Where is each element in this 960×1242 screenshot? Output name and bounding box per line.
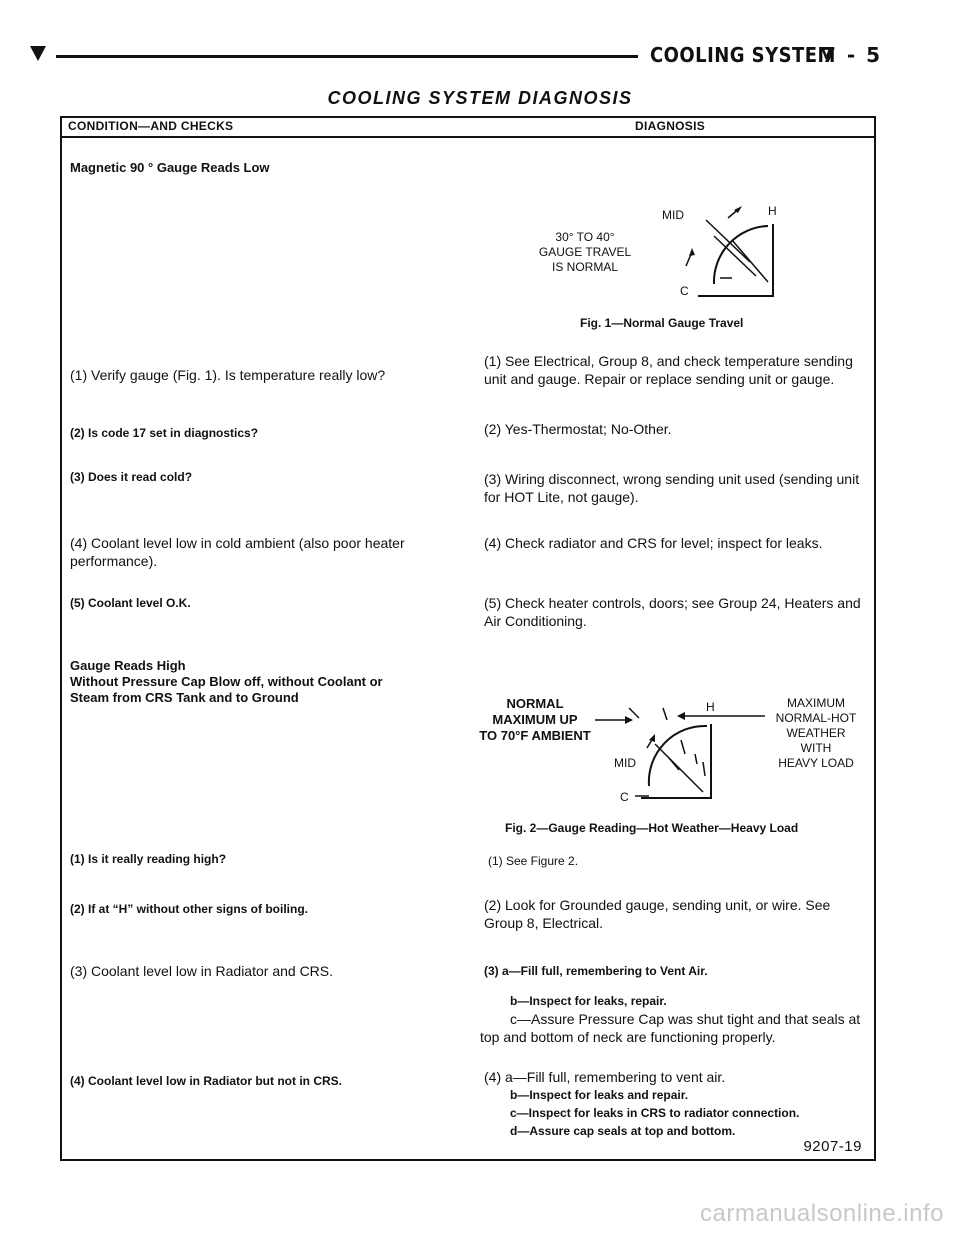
watermark: carmanualsonline.info [700, 1200, 944, 1227]
s2-row3-diagnosis-line: (3) a—Fill full, remembering to Vent Air. [484, 964, 708, 978]
document-title: COOLING SYSTEM DIAGNOSIS [327, 88, 633, 108]
s1-row5-condition: (5) Coolant level O.K. [70, 596, 191, 610]
header-triangle-icon [30, 46, 46, 62]
fig2-label-mid: MID [614, 756, 636, 770]
s1-row1-condition: (1) Verify gauge (Fig. 1). Is temperature really low? [70, 367, 386, 383]
s2-row1-diagnosis: (1) See Figure 2. [488, 854, 579, 868]
s2-row4-condition: (4) Coolant level low in Radiator but not in CRS. [70, 1074, 343, 1088]
s2-row3-diagnosis-line: c—Assure Pressure Cap was shut tight and that seals at [510, 1011, 861, 1027]
s2-row1-condition: (1) Is it really reading high? [70, 852, 227, 866]
s1-row3-diagnosis: (3) Wiring disconnect, wrong sending unit used (sending unit for HOT Lite, not gauge). [484, 471, 860, 505]
fig2-right-label-line: WITH [800, 741, 832, 755]
fig1-label-h: H [768, 204, 777, 218]
fig2-right-label-line: HEAVY LOAD [778, 756, 854, 770]
s1-row2-condition: (2) Is code 17 set in diagnostics? [70, 426, 259, 440]
figure-code: 9207-19 [803, 1138, 862, 1155]
s1-row4-diagnosis: (4) Check radiator and CRS for level; inspect for leaks. [484, 535, 823, 551]
s2-row3-diagnosis [480, 962, 864, 1046]
s1-row5-diagnosis: (5) Check heater controls, doors; see Group 24, Heaters and Air Conditioning. [484, 595, 861, 629]
section2-heading-line: Gauge Reads High [70, 658, 186, 673]
fig1-note-line: IS NORMAL [551, 260, 618, 274]
s1-row2-diagnosis: (2) Yes-Thermostat; No-Other. [484, 421, 672, 437]
fig1-caption: Fig. 1—Normal Gauge Travel [580, 316, 744, 330]
page-number: 7 - 5 [822, 43, 881, 67]
s2-row4-diagnosis-line: d—Assure cap seals at top and bottom. [510, 1124, 736, 1138]
header-rule [56, 55, 638, 58]
fig1-note [525, 230, 645, 275]
fig2-label-h: H [706, 700, 715, 714]
fig1-note-line: GAUGE TRAVEL [538, 245, 632, 259]
column-header-diagnosis: DIAGNOSIS [635, 119, 706, 133]
section2-heading-line: Without Pressure Cap Blow off, without Coolant or [70, 674, 383, 689]
s2-row4-diagnosis-line: (4) a—Fill full, remembering to vent air. [484, 1069, 726, 1085]
fig1-label-mid: MID [662, 208, 684, 222]
section1-heading: Magnetic 90 ° Gauge Reads Low [70, 160, 270, 175]
s2-row3-diagnosis-line: top and bottom of neck are functioning properly. [480, 1029, 776, 1045]
fig2-label-c: C [620, 790, 629, 804]
fig2-left-label-line: TO 70°F AMBIENT [479, 728, 591, 743]
fig2-gauge-diagram [585, 700, 775, 810]
s2-row4-diagnosis [484, 1068, 864, 1140]
fig2-left-label-line: MAXIMUM UP [492, 712, 578, 727]
s2-row3-diagnosis-line: b—Inspect for leaks, repair. [510, 994, 667, 1008]
fig1-label-c: C [680, 284, 689, 298]
fig2-left-label-line: NORMAL [506, 696, 564, 711]
s2-row4-diagnosis-line: b—Inspect for leaks and repair. [510, 1088, 689, 1102]
s1-row3-condition: (3) Does it read cold? [70, 470, 193, 484]
s1-row4-condition: (4) Coolant level low in cold ambient (also poor heater performance). [70, 535, 405, 569]
s2-row2-diagnosis: (2) Look for Grounded gauge, sending unit, or wire. See Group 8, Electrical. [484, 897, 831, 931]
fig1-gauge-diagram [670, 200, 790, 310]
fig2-right-label-line: NORMAL-HOT [775, 711, 857, 725]
fig2-right-label [766, 696, 866, 771]
fig1-note-line: 30° TO 40° [555, 230, 615, 244]
column-header-condition: CONDITION—AND CHECKS [68, 119, 234, 133]
s1-row1-diagnosis: (1) See Electrical, Group 8, and check temperature sending unit and gauge. Repair or replace sending unit or gauge. [484, 353, 853, 387]
section-title: COOLING SYSTEM [650, 43, 836, 67]
section2-heading [70, 658, 383, 706]
fig2-right-label-line: WEATHER [786, 726, 846, 740]
fig2-caption: Fig. 2—Gauge Reading—Hot Weather—Heavy Load [505, 821, 799, 835]
fig2-right-label-line: MAXIMUM [787, 696, 845, 710]
section2-heading-line: Steam from CRS Tank and to Ground [70, 690, 299, 705]
s2-row4-diagnosis-line: c—Inspect for leaks in CRS to radiator connection. [510, 1106, 800, 1120]
s2-row2-condition: (2) If at “H” without other signs of boiling. [70, 902, 308, 916]
s2-row3-condition: (3) Coolant level low in Radiator and CRS. [70, 963, 334, 979]
